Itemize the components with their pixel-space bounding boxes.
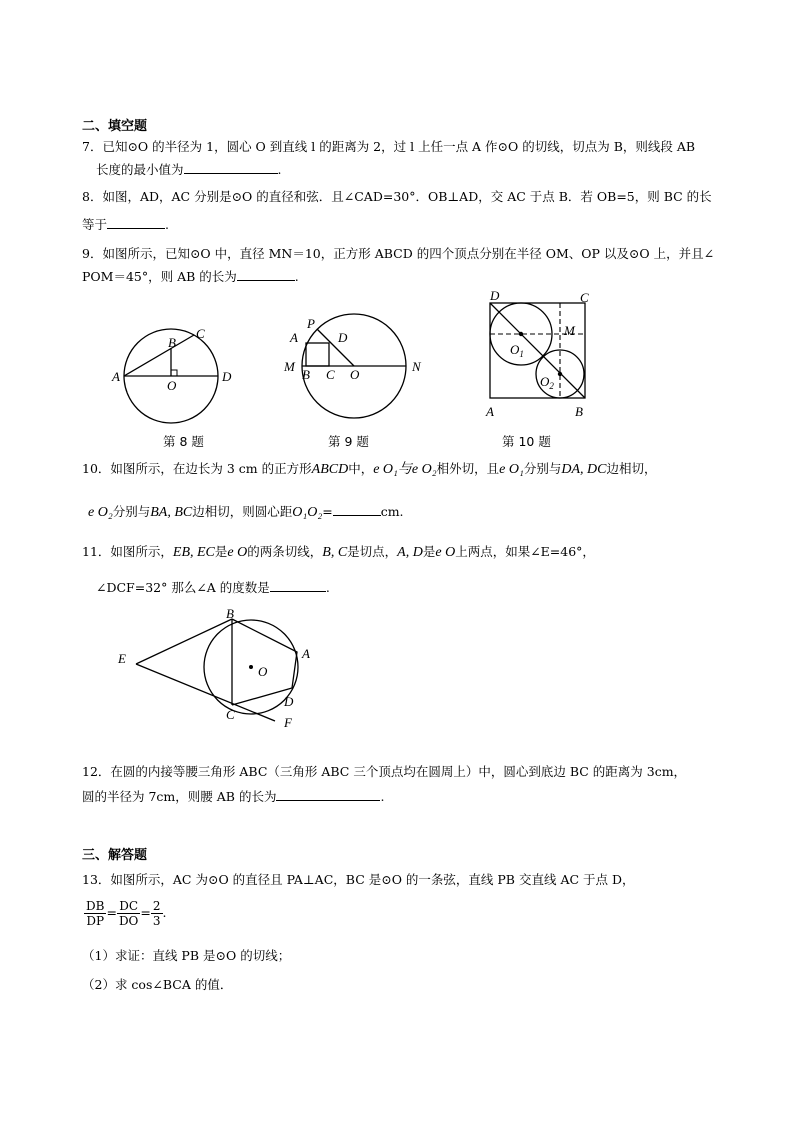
q10-text-i: 边相切，: [606, 461, 657, 476]
fig8-label-O: O: [167, 378, 177, 393]
fig11-label-B: B: [226, 606, 234, 621]
frac1-num: DB: [86, 899, 105, 913]
fig10-label-A: A: [486, 404, 494, 419]
fig9-label-B: B: [302, 367, 310, 382]
answer-blank-11[interactable]: [270, 579, 326, 592]
fig9-label-M: M: [284, 359, 295, 374]
q10-unit: cm.: [380, 504, 404, 519]
fig11-label-A: A: [302, 646, 310, 661]
question-7-text: 长度的最小值为: [96, 162, 184, 177]
fig10-label-O2: $O_2$: [540, 374, 554, 391]
answer-blank-10[interactable]: [333, 503, 381, 516]
q12-end: .: [380, 789, 385, 804]
question-11-line-2: [96, 579, 330, 596]
question-8-text: 等于: [82, 217, 108, 232]
fig10-label-O1: $O_1$: [510, 342, 524, 359]
fig10-label-D: D: [490, 288, 500, 303]
question-7-line-1: 7．已知⊙O 的半径为 1，圆心 O 到直线 l 的距离为 2，过 l 上任一点 A 作⊙O 的切线，切点为 B，则线段 AB: [82, 139, 696, 154]
fig8-label-C: C: [196, 326, 205, 341]
fraction-2-3: [151, 899, 163, 928]
question-12-line-1: 12．在圆的内接等腰三角形 ABC（三角形 ABC 三个顶点均在圆周上）中，圆心到底边 BC 的距离为 3cm，: [82, 764, 687, 779]
q10-math-da-dc: DA, DC: [561, 462, 607, 477]
q11-text-i: 是: [422, 544, 436, 559]
question-9-end: .: [294, 269, 299, 284]
q11-math-circle-1: e O: [227, 545, 248, 560]
question-13-part-1: （1）求证：直线 PB 是⊙O 的切线；: [82, 948, 291, 963]
q11-text-c: 是: [214, 544, 228, 559]
question-9-text: POM＝45°，则 AB 的长为: [82, 269, 237, 284]
q10-text-2b: 分别与: [112, 504, 151, 519]
fig11-label-O: O: [258, 664, 268, 679]
question-13-line-1: 13．如图所示，AC 为⊙O 的直径且 PA⊥AC，BC 是⊙O 的一条弦，直线 PB 交直线 AC 于点 D，: [82, 872, 635, 887]
fig11-label-C: C: [226, 707, 235, 722]
frac2-num: DC: [117, 899, 140, 914]
answer-blank-9[interactable]: [237, 268, 295, 281]
q11-math-a-d: A, D: [397, 545, 423, 560]
q11-text-g: 是切点，: [347, 544, 398, 559]
q11-text-2: ∠DCF=32° 那么∠A 的度数是: [96, 580, 270, 595]
figure-10: [478, 288, 608, 423]
q11-math-circle-2: e O: [435, 545, 456, 560]
q10-text-c: 中，: [348, 461, 374, 476]
q10-text-g: 分别与: [523, 461, 562, 476]
caption-fig-10: 第 10 题: [502, 434, 551, 449]
fraction-dc-do: [117, 899, 140, 928]
q10-math-o2: e O₂: [88, 505, 113, 520]
fig9-label-C: C: [326, 367, 335, 382]
q11-text-a: 11．如图所示，: [82, 544, 173, 559]
q10-math-o1o2: O₁O₂: [292, 505, 323, 520]
figure-8: [112, 326, 252, 426]
q11-end: .: [325, 580, 330, 595]
question-13-ratio: [84, 899, 167, 928]
fig8-label-D: D: [222, 369, 232, 384]
fig10-label-M: M: [564, 323, 575, 338]
answer-blank-12[interactable]: [276, 788, 380, 801]
frac1-den: DP: [86, 914, 105, 928]
ratio-end: .: [162, 905, 167, 920]
section-heading-solutions: 三、解答题: [82, 848, 148, 863]
question-8-end: .: [165, 217, 169, 232]
question-10-line-1: [82, 461, 656, 478]
question-8-line-1: 8．如图，AD，AC 分别是⊙O 的直径和弦．且∠CAD=30°．OB⊥AD，交 AC 于点 B．若 OB=5，则 BC 的长: [82, 189, 712, 204]
question-10-line-2: [88, 503, 404, 521]
q10-text-2d: 边相切，则圆心距: [192, 504, 293, 519]
q12-text-2: 圆的半径为 7cm，则腰 AB 的长为: [82, 789, 277, 804]
frac3-den: 3: [152, 914, 161, 928]
fig9-label-P: P: [307, 316, 315, 331]
equals-1: =: [106, 905, 117, 920]
section-heading-fill-in: 二、填空题: [82, 119, 148, 134]
question-12-line-2: [82, 788, 384, 805]
q10-text-a: 10．如图所示，在边长为 3 cm 的正方形: [82, 461, 312, 476]
frac3-num: 2: [152, 899, 161, 913]
fig11-label-F: F: [284, 715, 292, 730]
figure-11: [112, 606, 332, 736]
q11-text-e: 的两条切线，: [247, 544, 323, 559]
fig10-label-B: B: [575, 404, 583, 419]
q10-math-ba-bc: BA, BC: [150, 505, 193, 520]
fig9-label-A: A: [290, 330, 298, 345]
fig10-label-C: C: [580, 290, 589, 305]
q10-math-o1: e O₁: [499, 462, 524, 477]
question-9-line-1: 9．如图所示，已知⊙O 中，直径 MN＝10，正方形 ABCD 的四个顶点分别在半径 OM、OP 以及⊙O 上，并且∠: [82, 246, 715, 261]
fig9-label-N: N: [412, 359, 421, 374]
caption-fig-8: 第 8 题: [163, 434, 204, 449]
fig8-label-A: A: [112, 369, 120, 384]
equals-2: =: [140, 905, 151, 920]
figure-9: [282, 315, 432, 427]
q10-equals: =: [322, 504, 333, 519]
q11-math-eb-ec: EB, EC: [172, 545, 215, 560]
q11-text-k: 上两点，如果∠E=46°，: [455, 544, 595, 559]
answer-blank-8[interactable]: [107, 216, 165, 229]
answer-blank-7[interactable]: [184, 161, 278, 174]
question-7-line-2: [96, 161, 282, 178]
q11-math-b-c: B, C: [322, 545, 348, 560]
q10-math-circles: e O₁与e O₂: [373, 462, 437, 477]
question-11-line-1: [82, 544, 595, 561]
q10-text-e: 相外切，且: [436, 461, 500, 476]
fig11-label-E: E: [118, 651, 126, 666]
question-9-line-2: [82, 268, 299, 285]
fig9-label-O: O: [350, 367, 360, 382]
question-8-line-2: [82, 216, 169, 233]
fraction-db-dp: [84, 899, 106, 928]
fig8-label-B: B: [168, 335, 176, 350]
frac2-den: DO: [118, 914, 139, 928]
question-13-part-2: （2）求 cos∠BCA 的值．: [82, 977, 233, 992]
question-7-end: .: [277, 162, 282, 177]
fig9-label-D: D: [338, 330, 348, 345]
fig11-label-D: D: [284, 694, 294, 709]
q10-math-abcd: ABCD: [311, 462, 349, 477]
caption-fig-9: 第 9 题: [328, 434, 369, 449]
